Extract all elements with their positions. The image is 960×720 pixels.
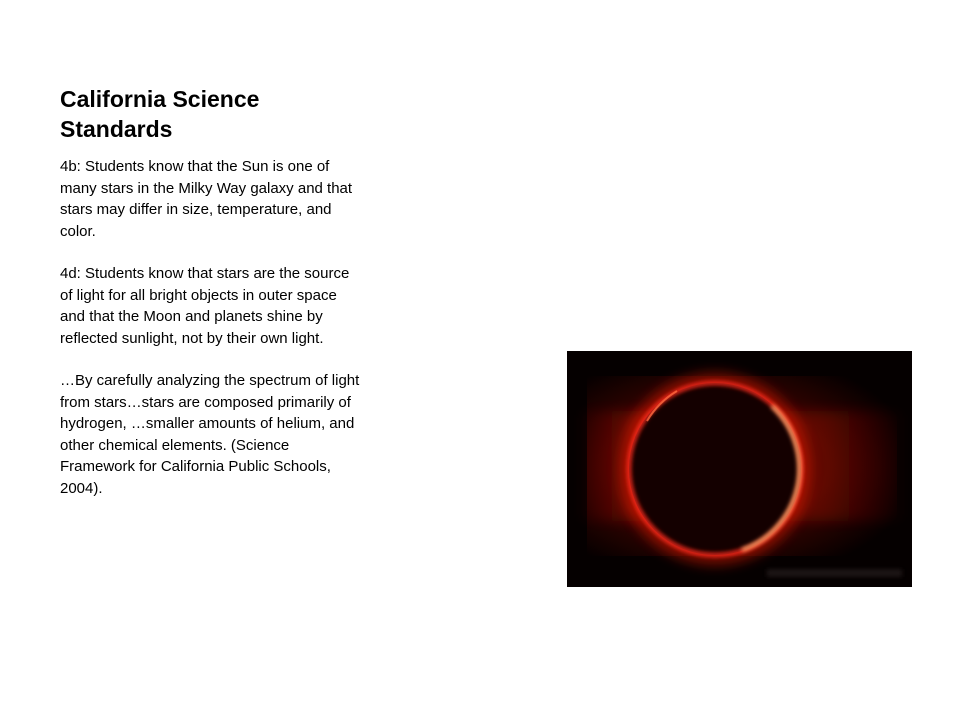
- photo-caption-blur: [767, 569, 902, 577]
- standard-4d-text: 4d: Students know that stars are the source of light for all bright objects in outer space and that the Moon and planets shine by reflected sunlight, not by their own light.: [60, 265, 350, 347]
- standard-4b-text: 4b: Students know that the Sun is one of many stars in the Milky Way galaxy and that stars may differ in size, temperature, and color.: [60, 158, 353, 240]
- slide-body: [60, 156, 360, 520]
- framework-quote-text: …By carefully analyzing the spectrum of light from stars…stars are composed primarily of hydrogen, …smaller amounts of helium, and other chemical elements. (Science Framework for California Public Schools, 2004).: [60, 372, 360, 497]
- annular-eclipse-photo: [567, 351, 912, 587]
- slide-title: California Science Standards: [60, 86, 260, 142]
- eclipse-image: [567, 351, 912, 587]
